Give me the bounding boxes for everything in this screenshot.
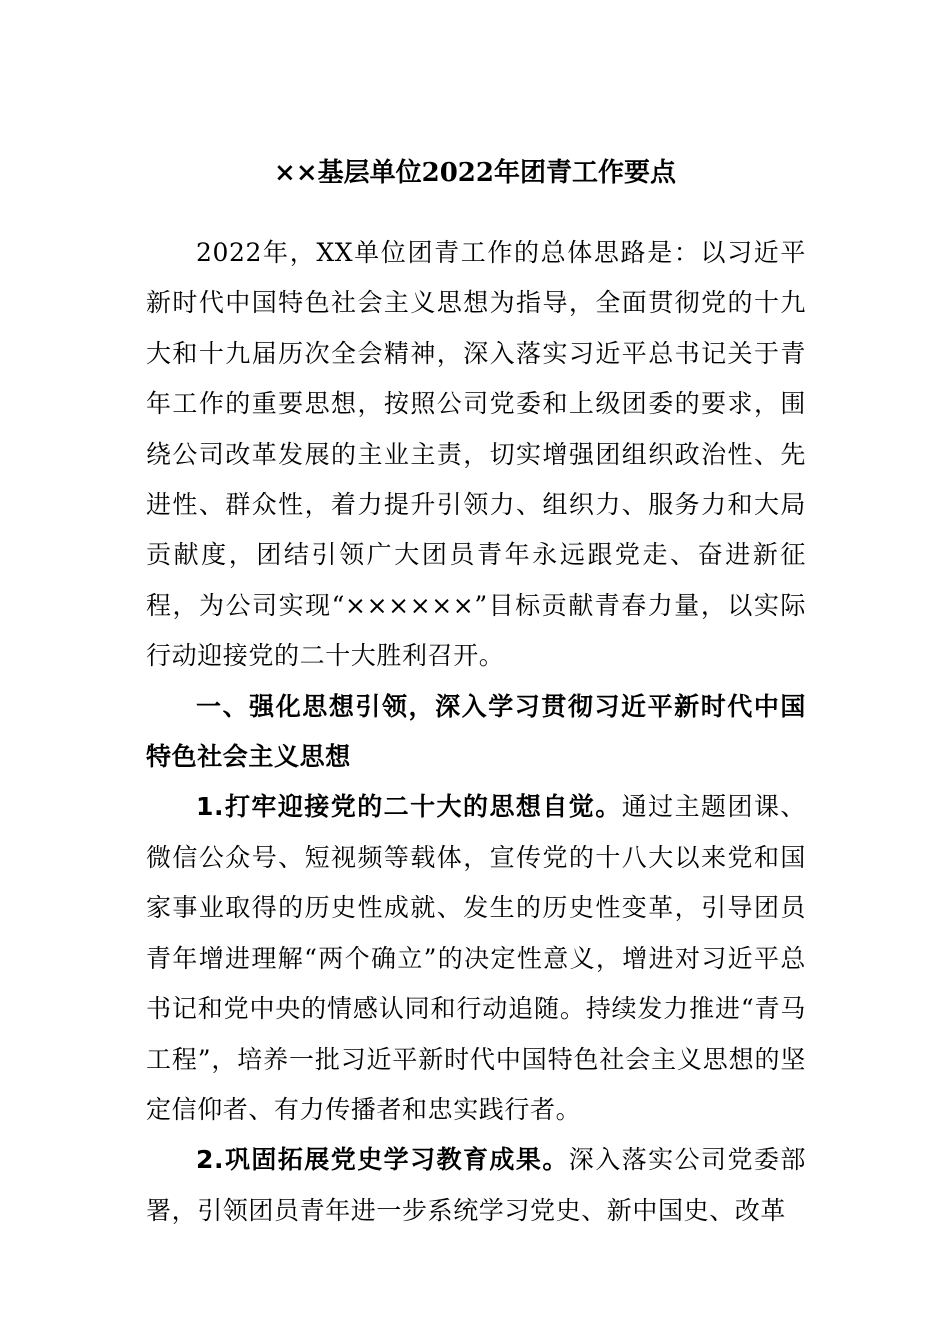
- item-2-lead: 2.巩固拓展党史学习教育成果。: [196, 1145, 569, 1175]
- section-1-heading: 一、强化思想引领，深入学习贯彻习近平新时代中国特色社会主义思想: [146, 691, 806, 772]
- item-1-paragraph: [146, 782, 806, 1135]
- item-2-text: 深入落实公司党委部署，引领团员青年进一步系统学习党史、新中国史、改革: [146, 1145, 806, 1225]
- document-title: ××基层单位2022年团青工作要点: [274, 158, 676, 188]
- intro-paragraph: 2022年，XX单位团青工作的总体思路是：以习近平新时代中国特色社会主义思想为指导，全面贯彻党的十九大和十九届历次全会精神，深入落实习近平总书记关于青年工作的重要思想，按照公司党委和上级团委的要求，围绕公司改革发展的主业主责，切实增强团组织政治性、先进性、群众性，着力提升引领力、组织力、服务力和大局贡献度，团结引领广大团员青年永远跟党走、奋进新征程，为公司实现“××××××”目标贡献青春力量，以实际行动迎接党的二十大胜利召开。: [146, 238, 806, 671]
- item-1-text: 通过主题团课、微信公众号、短视频等载体，宣传党的十八大以来党和国家事业取得的历史性成就、发生的历史性变革，引导团员青年增进理解“两个确立”的决定性意义，增进对习近平总书记和党中央的情感认同和行动追随。持续发力推进“青马工程”，培养一批习近平新时代中国特色社会主义思想的坚定信仰者、有力传播者和忠实践行者。: [146, 792, 807, 1124]
- document-body: [146, 228, 806, 1236]
- item-2-paragraph: [146, 1135, 806, 1236]
- item-1-lead: 1.打牢迎接党的二十大的思想自觉。: [196, 792, 622, 822]
